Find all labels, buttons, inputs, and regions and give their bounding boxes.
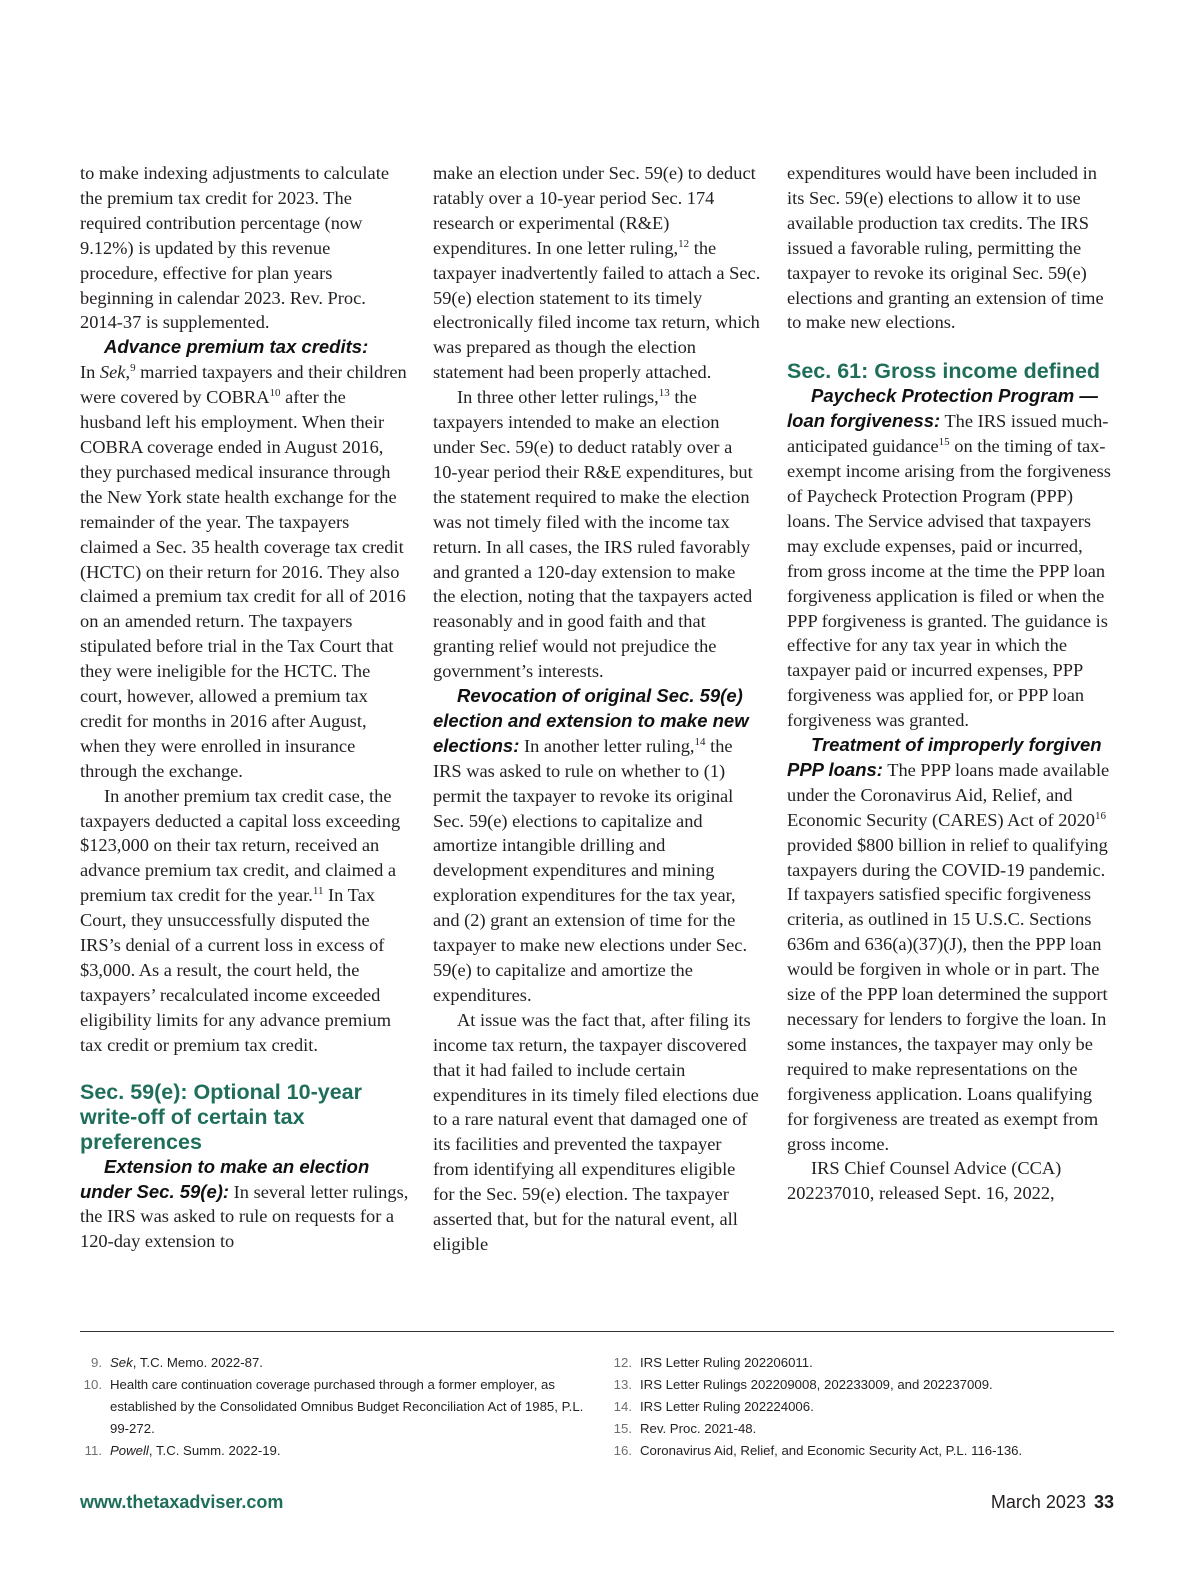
issue-and-page: [991, 1492, 1114, 1513]
footnote-number: 16.: [613, 1443, 632, 1458]
section-heading: Sec. 59(e): Optional 10-year write-off of certain tax preferences: [80, 1079, 362, 1154]
footnote-number: 10.: [83, 1377, 102, 1392]
footnote-item: 13. IRS Letter Rulings 202209008, 202233009, and 202237009.: [612, 1374, 1132, 1396]
page-number: 33: [1093, 1492, 1114, 1512]
footnote-number: 13.: [613, 1377, 632, 1392]
paragraph: Treatment of improperly forgiven PPP loans: The PPP loans made available under the Coronavirus Aid, Relief, and Economic Security (CARES) Act of 2020$^{16}$ provided $800 billion in relief to qualifying taxpayers during the COVID-19 pandemic. If taxpayers satisfied specific forgiveness criteria, as outlined in 15 U.S.C. Sections 636m and 636(a)(37)(J), then the PPP loan would be forgiven in whole or in part. The size of the PPP loan determined the support necessary for lenders to forgive the loan. In some instances, the taxpayer may only be required to make representations on the forgiveness application. Loans qualifying for forgiveness are treated as exempt from gross income.: [787, 734, 1110, 1154]
footnote-ref[interactable]: 14: [694, 735, 706, 748]
footnote-item: 16. Coronavirus Aid, Relief, and Economic Security Act, P.L. 116-136.: [612, 1440, 1132, 1462]
paragraph: In three other letter rulings,$^{13}$ the taxpayers intended to make an election under Sec. 59(e) to deduct ratably over a 10-year period their R&E expenditures, but the statement required to make the election was not timely filed with the income tax return. In all cases, the IRS ruled favorably and granted a 120-day extension to make the election, noting that the taxpayers acted reasonably and in good faith and that granting relief would not prejudice the government’s interests.: [433, 387, 753, 682]
run-in-heading: Advance premium tax credits:: [104, 336, 369, 358]
footnote-item: 12. IRS Letter Ruling 202206011.: [612, 1352, 1132, 1374]
case-name: Sek: [99, 362, 126, 383]
paragraph: Revocation of original Sec. 59(e) election and extension to make new elections: In another letter ruling,$^{14}$ the IRS was asked to rule on whether to (1) permit the taxpayer to revoke its original Sec. 59(e) elections to capitalize and amortize intangible drilling and development expenditures and mining exploration expenditures for the tax year, and (2) grant an extension of time for the taxpayer to make new elections under Sec. 59(e) to capitalize and amortize the expenditures.: [433, 685, 749, 1005]
issue-date: March 2023: [990, 1492, 1086, 1512]
footnote-ref[interactable]: 15: [938, 436, 950, 449]
column-3: [787, 161, 1117, 1206]
run-in-heading: Treatment of improperly forgiven PPP loans:: [787, 734, 1102, 780]
footnote-ref[interactable]: 13: [658, 387, 670, 400]
run-in-heading: Revocation of original Sec. 59(e) election and extension to make new elections:: [433, 685, 749, 756]
column-2: [433, 161, 761, 1257]
footnote-ref[interactable]: 11: [312, 885, 324, 898]
footnote-ref[interactable]: 12: [678, 237, 690, 250]
paragraph: Paycheck Protection Program — loan forgiveness: The IRS issued much-anticipated guidance$^{15}$ on the timing of tax-exempt income arising from the forgiveness of Paycheck Protection Program (PPP) loans. The Service advised that taxpayers may exclude expenses, paid or incurred, from gross income at the time the PPP loan forgiveness application is filed or when the PPP forgiveness is granted. The guidance is effective for any tax year in which the taxpayer paid or incurred expenses, PPP forgiveness was applied for, or PPP loan forgiveness was granted.: [787, 385, 1111, 731]
paragraph: At issue was the fact that, after filing its income tax return, the taxpayer discovered that it had failed to include certain expenditures in its timely filed elections due to a rare natural event that damaged one of its facilities and prevented the taxpayer from identifying all expenditures eligible for the Sec. 59(e) election. The taxpayer asserted that, but for the natural event, all eligible: [433, 1009, 759, 1254]
section-heading: Sec. 61: Gross income defined: [787, 359, 1101, 384]
paragraph: IRS Chief Counsel Advice (CCA) 202237010, released Sept. 16, 2022,: [787, 1158, 1062, 1204]
column-1: [80, 161, 410, 1254]
run-in-heading: Extension to make an election under Sec. 59(e):: [80, 1155, 370, 1202]
paragraph: Extension to make an election under Sec. 59(e): In several letter rulings, the IRS was asked to rule on requests for a 120-day extension to: [80, 1155, 409, 1252]
footnote-ref[interactable]: 9: [130, 362, 136, 375]
paragraph: expenditures would have been included in its Sec. 59(e) elections to allow it to use available production tax credits. The IRS issued a favorable ruling, permitting the taxpayer to revoke its original Sec. 59(e) elections and granting an extension of time to make new elections.: [787, 163, 1104, 333]
footnote-item: 11. Powell, T.C. Summ. 2022-19.: [82, 1440, 592, 1462]
footnotes-right: [612, 1352, 1132, 1462]
footnote-ref[interactable]: 10: [269, 387, 281, 400]
footnote-number: 15.: [613, 1421, 632, 1436]
footnote-ref[interactable]: 16: [1095, 809, 1106, 822]
footnote-number: 9.: [91, 1355, 102, 1370]
website-link[interactable]: www.thetaxadviser.com: [80, 1492, 284, 1512]
footnote-item: 14. IRS Letter Ruling 202224006.: [612, 1396, 1132, 1418]
footnote-number: 11.: [84, 1443, 102, 1458]
paragraph: to make indexing adjustments to calculate the premium tax credit for 2023. The required contribution percentage (now 9.12%) is updated by this revenue procedure, effective for plan years beginning in calendar 2023. Rev. Proc. 2014-37 is supplemented.: [80, 163, 389, 333]
footnote-item: 15. Rev. Proc. 2021-48.: [612, 1418, 1132, 1440]
footnote-divider: [80, 1331, 1114, 1332]
footnotes-left: [82, 1352, 592, 1462]
footnote-item: 10. Health care continuation coverage purchased through a former employer, as established by the Consolidated Omnibus Budget Reconciliation Act of 1985, P.L. 99-272.: [82, 1374, 592, 1440]
paragraph: make an election under Sec. 59(e) to deduct ratably over a 10-year period Sec. 174 research or experimental (R&E) expenditures. In one letter ruling,$^{12}$ the taxpayer inadvertently failed to attach a Sec. 59(e) election statement to its timely electronically filed income tax return, which was prepared as though the election statement had been properly attached.: [433, 163, 761, 383]
footnote-number: 12.: [613, 1355, 632, 1370]
paragraph: In another premium tax credit case, the taxpayers deducted a capital loss exceeding $123,000 on their tax return, received an advance premium tax credit, and claimed a premium tax credit for the year.$^{11}$ In Tax Court, they unsuccessfully disputed the IRS’s denial of a current loss in excess of $3,000. As a result, the court held, the taxpayers’ recalculated income exceeded eligibility limits for any advance premium tax credit or premium tax credit.: [80, 785, 401, 1055]
footnote-number: 14.: [613, 1399, 632, 1414]
paragraph: Advance premium tax credits: In Sek,$^9$ married taxpayers and their children were covered by COBRA$^{10}$ after the husband left his employment. When their COBRA coverage ended in August 2016, they purchased medical insurance through the New York state health exchange for the remainder of the year. The taxpayers claimed a Sec. 35 health coverage tax credit (HCTC) on their return for 2016. They also claimed a premium tax credit for all of 2016 on an amended return. The taxpayers stipulated before trial in the Tax Court that they were ineligible for the HCTC. The court, however, allowed a premium tax credit for months in 2016 after August, when they were enrolled in insurance through the exchange.: [80, 336, 407, 781]
footnote-item: 9. Sek, T.C. Memo. 2022-87.: [82, 1352, 592, 1374]
run-in-heading: Paycheck Protection Program — loan forgiveness:: [787, 385, 1098, 432]
